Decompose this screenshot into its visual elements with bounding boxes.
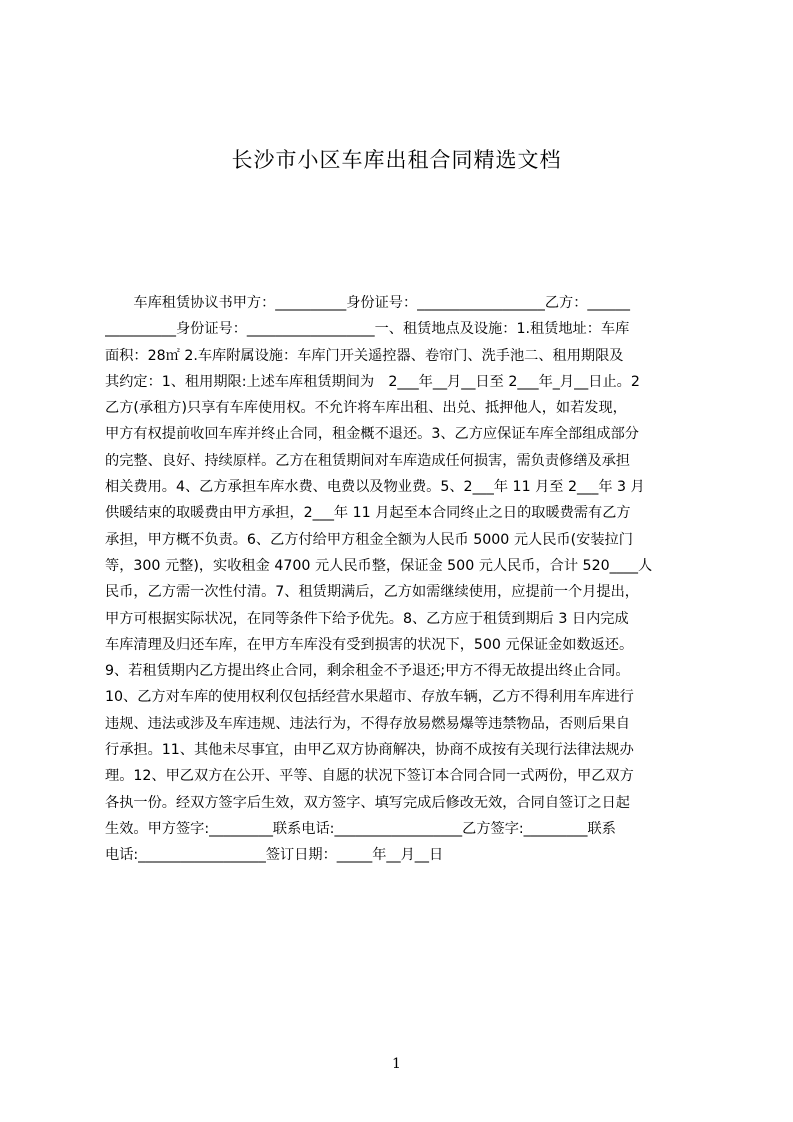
body-line: 违规、违法或涉及车库违规、违法行为，不得存放易燃易爆等违禁物品，否则后果自 bbox=[105, 715, 630, 732]
body-line: 甲方可根据实际状况，在同等条件下给予优先。8、乙方应于租赁到期后 3 日内完成 bbox=[105, 610, 629, 627]
body-line: 甲方有权提前收回车库并终止合同，租金概不退还。3、乙方应保证车库全部组成部分 bbox=[105, 426, 639, 443]
body-line: 的完整、良好、持续原样。乙方在租赁期间对车库造成任何损害，需负责修缮及承担 bbox=[105, 452, 630, 469]
body-line: 相关费用。4、乙方承担车库水费、电费以及物业费。5、2___年 11 月至 2___年 3 月 bbox=[105, 479, 645, 496]
body-line: 民币，乙方需一次性付清。7、租赁期满后，乙方如需继续使用，应提前一个月提出， bbox=[105, 584, 639, 601]
body-line: 理。12、甲乙双方在公开、平等、自愿的状况下签订本合同合同一式两份，甲乙双方 bbox=[105, 768, 634, 785]
body-line: 各执一份。经双方签字后生效，双方签字、填写完成后修改无效，合同自签订之日起 bbox=[105, 794, 630, 811]
body-line: 供暖结束的取暖费由甲方承担，2___年 11 月起至本合同终止之日的取暖费需有乙方 bbox=[105, 505, 631, 522]
body-line: 生效。甲方签字:_________联系电话:__________________乙方签字:_________联系 bbox=[105, 820, 616, 837]
body-line: __________身份证号：__________________一、租赁地点及设施：1.租赁地址：车库 bbox=[105, 321, 630, 338]
body-line: 等，300 元整)，实收租金 4700 元人民币整，保证金 500 元人民币，合计 520____人 bbox=[105, 557, 653, 574]
body-line: 车库租赁协议书甲方：__________身份证号：__________________乙方：______ bbox=[105, 295, 630, 311]
body-line: 承担，甲方概不负责。6、乙方付给甲方租金全额为人民币 5000 元人民币(安装拉门 bbox=[105, 531, 633, 548]
contract-body bbox=[105, 290, 701, 869]
body-line: 9、若租赁期内乙方提出终止合同，剩余租金不予退还;甲方不得无故提出终止合同。 bbox=[105, 663, 630, 680]
document-title: 长沙市小区车库出租合同精选文档 bbox=[231, 148, 562, 172]
body-line: 车库清理及归还车库，在甲方车库没有受到损害的状况下，500 元保证金如数返还。 bbox=[105, 636, 634, 653]
body-line: 乙方(承租方)只享有车库使用权。不允许将车库出租、出兑、抵押他人，如若发现， bbox=[105, 400, 627, 417]
page-number: 1 bbox=[392, 1056, 401, 1072]
body-line: 其约定：1、租用期限:上述车库租赁期间为 2___年__月__日至 2___年_月__日止。2 bbox=[105, 373, 640, 390]
body-line: 电话:__________________签订日期：_____年__月__日 bbox=[105, 847, 444, 864]
body-line: 10、乙方对车库的使用权利仅包括经营水果超市、存放车辆，乙方不得利用车库进行 bbox=[105, 689, 634, 706]
body-line: 行承担。11、其他未尽事宜，由甲乙双方协商解决，协商不成按有关现行法律法规办 bbox=[105, 742, 634, 759]
body-line: 面积：28㎡ 2.车库附属设施：车库门开关遥控器、卷帘门、洗手池二、租用期限及 bbox=[105, 347, 624, 364]
